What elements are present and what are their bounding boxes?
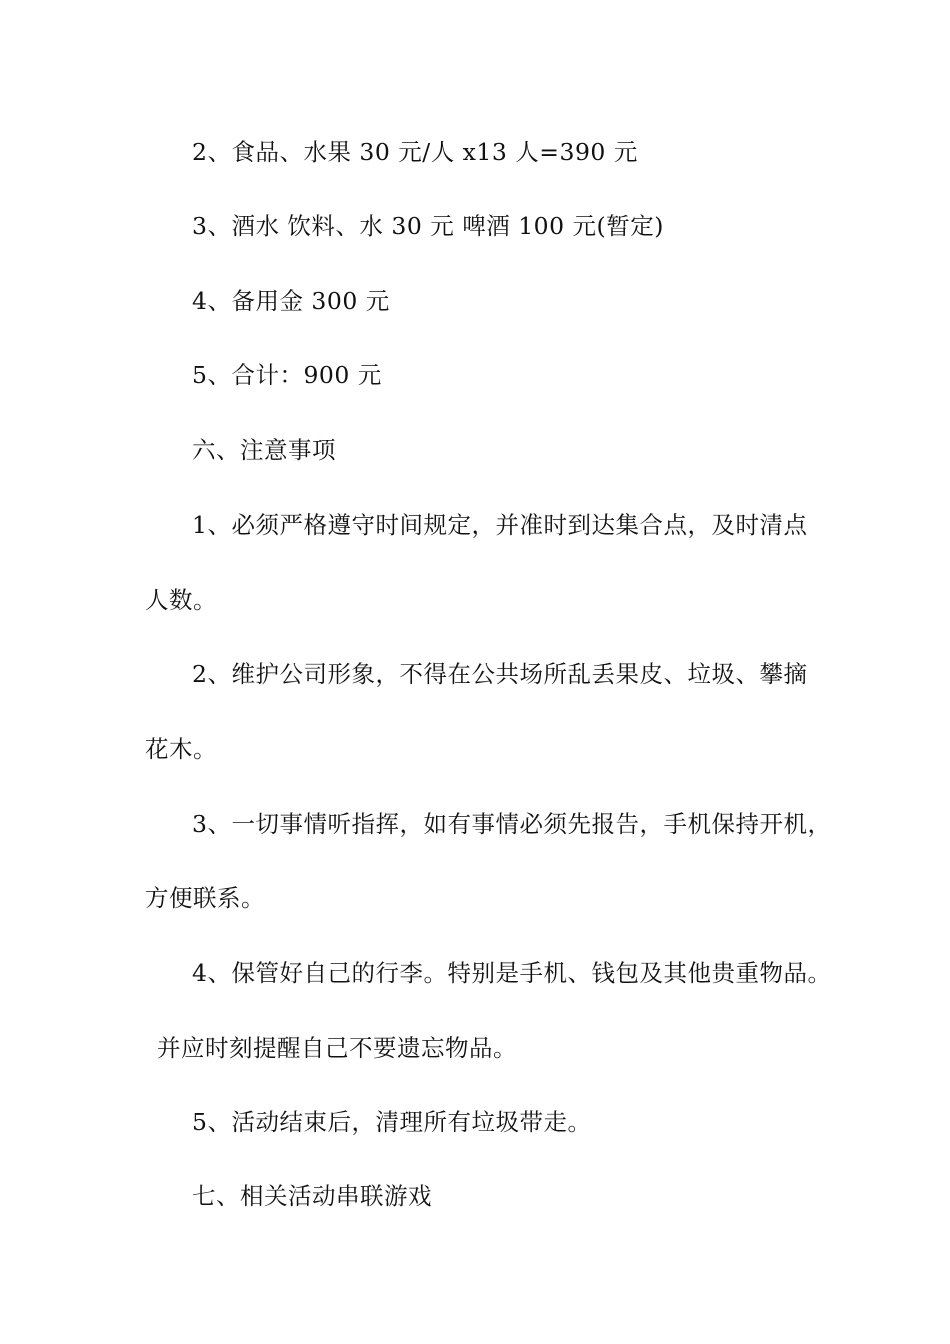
note-item-3: 3、一切事情听指挥，如有事情必须先报告，手机保持开机， — [192, 810, 832, 838]
budget-item-food: 2、食品、水果 30 元/人 x13 人=390 元 — [192, 138, 638, 166]
note-item-1-continued: 人数。 — [145, 586, 217, 614]
note-item-5: 5、活动结束后，清理所有垃圾带走。 — [192, 1108, 592, 1136]
note-item-1: 1、必须严格遵守时间规定，并准时到达集合点，及时清点 — [192, 511, 808, 539]
note-item-2-continued: 花木。 — [145, 735, 217, 763]
note-item-3-continued: 方便联系。 — [145, 884, 265, 912]
section-heading-games: 七、相关活动串联游戏 — [192, 1182, 432, 1210]
section-heading-notes: 六、注意事项 — [192, 436, 336, 464]
note-item-4: 4、保管好自己的行李。特别是手机、钱包及其他贵重物品。 — [192, 959, 832, 987]
budget-item-total: 5、合计：900 元 — [192, 361, 382, 389]
budget-item-drinks: 3、酒水 饮料、水 30 元 啤酒 100 元(暂定) — [192, 212, 664, 240]
note-item-4-continued: 并应时刻提醒自己不要遗忘物品。 — [157, 1034, 517, 1062]
note-item-2: 2、维护公司形象，不得在公共场所乱丢果皮、垃圾、攀摘 — [192, 660, 808, 688]
budget-item-reserve: 4、备用金 300 元 — [192, 287, 390, 315]
